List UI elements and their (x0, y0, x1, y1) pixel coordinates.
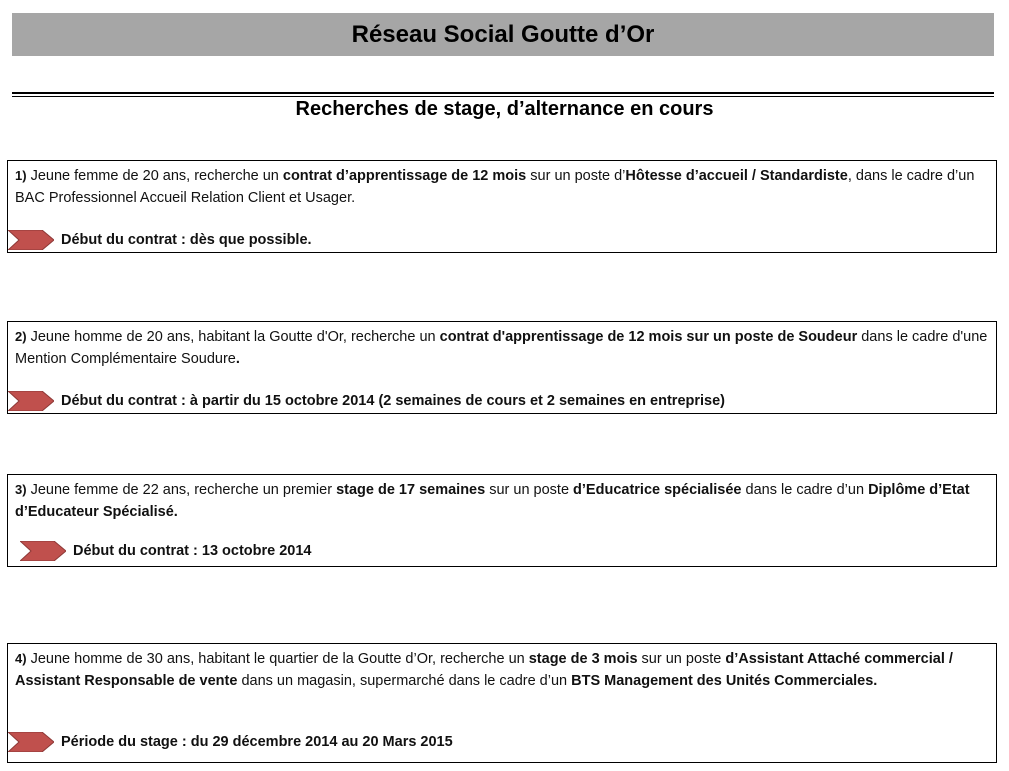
listing-card-1 (7, 160, 997, 253)
listing-description: 4) Jeune homme de 30 ans, habitant le quartier de la Goutte d’Or, recherche un stage de 3 mois sur un poste d’Assistant Attaché commercial / Assistant Responsable de vente dans un magasin, supermarché dans le cadre d’un BTS Management des Unités Commerciales. (15, 651, 953, 689)
page-title-banner (12, 13, 994, 56)
header-divider-thick (12, 92, 994, 94)
listing-card-2 (7, 321, 997, 414)
listing-start-date: Début du contrat : à partir du 15 octobre 2014 (2 semaines de cours et 2 semaines en entreprise) (8, 391, 725, 411)
listing-number: 2) (15, 329, 27, 344)
listing-number: 3) (15, 482, 27, 497)
listing-number: 1) (15, 168, 27, 183)
listing-description: 3) Jeune femme de 22 ans, recherche un premier stage de 17 semaines sur un poste d’Educatrice spécialisée dans le cadre d’un Diplôme d’Etat d’Educateur Spécialisé. (15, 482, 970, 520)
listing-start-date: Début du contrat : 13 octobre 2014 (20, 541, 312, 561)
listing-card-3 (7, 474, 997, 567)
listing-card-4 (7, 643, 997, 763)
page-subtitle: Recherches de stage, d’alternance en cours (295, 98, 714, 120)
listing-description: 1) Jeune femme de 20 ans, recherche un contrat d’apprentissage de 12 mois sur un poste d’Hôtesse d’accueil / Standardiste, dans le cadre d’un BAC Professionnel Accueil Relation Client et Usager. (15, 168, 975, 206)
header-divider-thin (12, 96, 994, 97)
chevron-arrow-icon (8, 391, 54, 411)
chevron-arrow-icon (8, 732, 54, 752)
listing-description: 2) Jeune homme de 20 ans, habitant la Goutte d'Or, recherche un contrat d'apprentissage de 12 mois sur un poste de Soudeur dans le cadre d'une Mention Complémentaire Soudure. (15, 329, 988, 367)
chevron-arrow-icon (20, 541, 66, 561)
listing-start-date: Début du contrat : dès que possible. (8, 230, 312, 250)
chevron-arrow-icon (8, 230, 54, 250)
page-title: Réseau Social Goutte d’Or (351, 20, 655, 48)
listing-start-date: Période du stage : du 29 décembre 2014 au 20 Mars 2015 (8, 732, 453, 752)
listing-number: 4) (15, 651, 27, 666)
